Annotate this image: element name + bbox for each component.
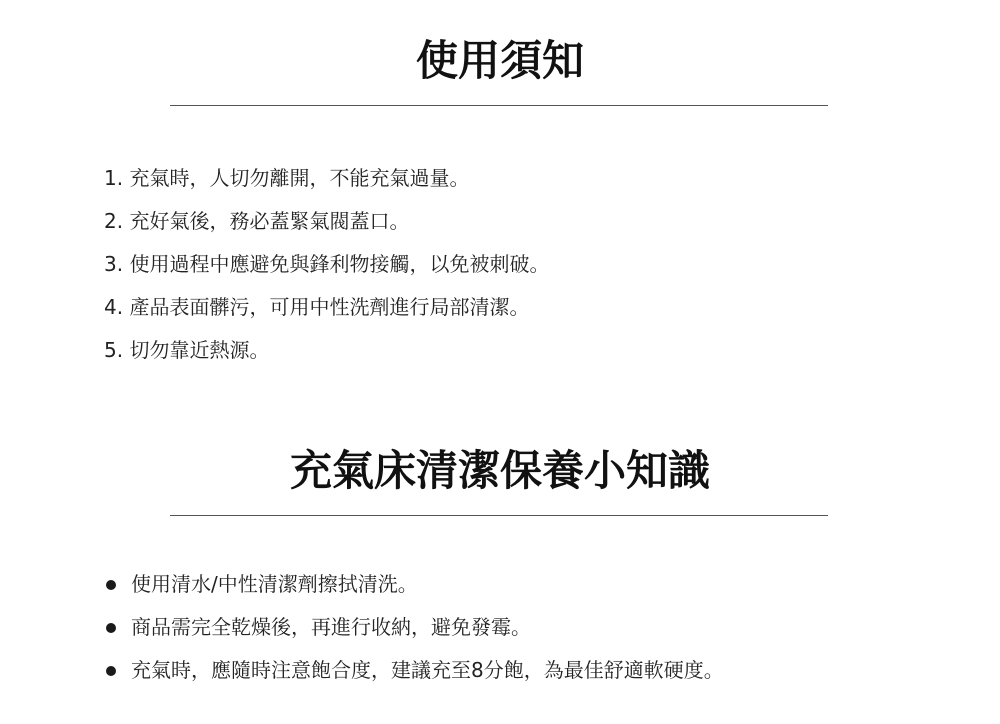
bullet-icon [106, 623, 116, 633]
notice-item-5: 5. 切勿靠近熱源。 [104, 338, 270, 362]
usage-notice-divider [170, 105, 828, 106]
notice-item-2: 2. 充好氣後，務必蓋緊氣閥蓋口。 [104, 209, 410, 233]
care-tips-title: 充氣床清潔保養小知識 [289, 446, 710, 495]
notice-item-4: 4. 產品表面髒污，可用中性洗劑進行局部清潔。 [104, 295, 530, 319]
tip-text: 使用清水/中性清潔劑擦拭清洗。 [131, 572, 418, 596]
bullet-icon [106, 580, 116, 590]
tip-text: 商品需完全乾燥後，再進行收納，避免發霉。 [131, 615, 531, 639]
usage-notice-title: 使用須知 [415, 36, 584, 85]
tip-item-1 [104, 563, 724, 606]
usage-notice-list [104, 157, 549, 372]
tip-text: 充氣時，應隨時注意飽合度，建議充至8分飽，為最佳舒適軟硬度。 [131, 658, 724, 682]
tip-item-2 [104, 606, 724, 649]
notice-item-3: 3. 使用過程中應避免與鋒利物接觸，以免被刺破。 [104, 252, 550, 276]
care-tips-list [104, 563, 724, 692]
tip-item-3 [104, 649, 724, 692]
notice-item-1: 1. 充氣時，人切勿離開，不能充氣過量。 [104, 166, 470, 190]
bullet-icon [106, 666, 116, 676]
care-tips-divider [170, 515, 828, 516]
